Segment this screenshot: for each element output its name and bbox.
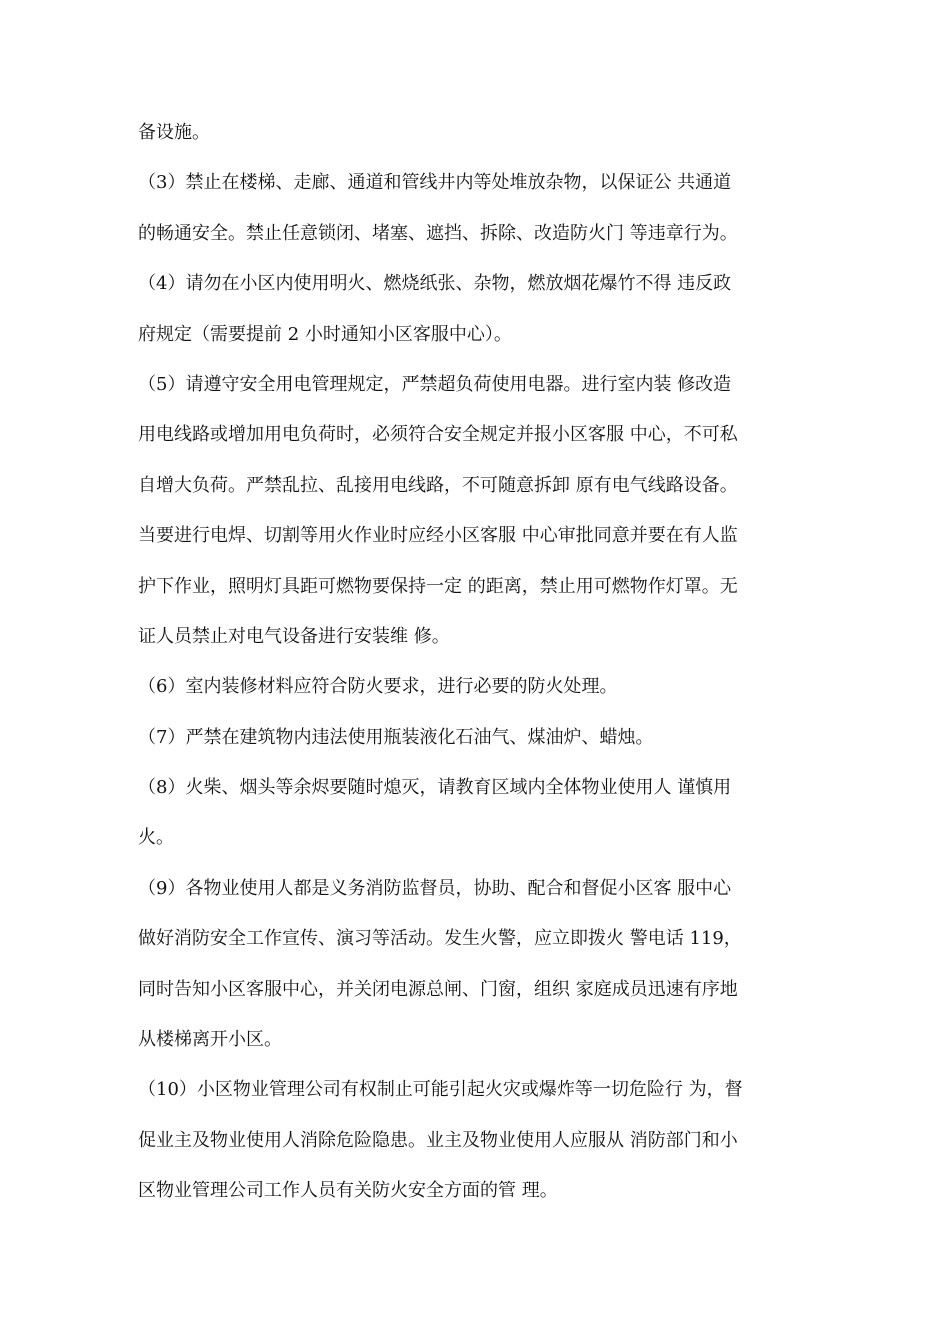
text-line: 促业主及物业使用人消除危险隐患。业主及物业使用人应服从 消防部门和小 <box>138 1129 738 1151</box>
text-line: 区物业管理公司工作人员有关防火安全方面的管 理。 <box>138 1180 558 1202</box>
text-line: 备设施。 <box>138 122 210 143</box>
text-line: 从楼梯离开小区。 <box>138 1029 282 1051</box>
text-line: 自增大负荷。严禁乱拉、乱接用电线路，不可随意拆卸 原有电气线路设备。 <box>138 474 738 496</box>
text-line: 府规定（需要提前 2 小时通知小区客服中心）。 <box>138 323 512 345</box>
text-line: 护下作业，照明灯具距可燃物要保持一定 的距离，禁止用可燃物作灯罩。无 <box>138 575 738 597</box>
document-body <box>138 120 828 1229</box>
text-line: （3）禁止在楼梯、走廊、通道和管线井内等处堆放杂物，以保证公 共通道 <box>138 172 732 194</box>
text-line: 同时告知小区客服中心，并关闭电源总闸、门窗，组织 家庭成员迅速有序地 <box>138 978 738 1000</box>
text-line: 做好消防安全工作宣传、演习等活动。发生火警，应立即拨火 警电话 119， <box>138 928 742 950</box>
text-line: 证人员禁止对电气设备进行安装维 修。 <box>138 625 450 647</box>
text-line: 的畅通安全。禁止任意锁闭、堵塞、遮挡、拆除、改造防火门 等违章行为。 <box>138 222 738 244</box>
text-line: 用电线路或增加用电负荷时，必须符合安全规定并报小区客服 中心，不可私 <box>138 424 738 446</box>
text-line: （5）请遵守安全用电管理规定，严禁超负荷使用电器。进行室内装 修改造 <box>138 373 732 395</box>
text-line: （10）小区物业管理公司有权制止可能引起火灾或爆炸等一切危险行 为，督 <box>138 1079 743 1101</box>
text-line: 当要进行电焊、切割等用火作业时应经小区客服 中心审批同意并要在有人监 <box>138 525 738 547</box>
text-line: 火。 <box>138 827 174 849</box>
text-line: （7）严禁在建筑物内违法使用瓶装液化石油气、煤油炉、蜡烛。 <box>138 726 654 748</box>
text-line: （6）室内装修材料应符合防火要求，进行必要的防火处理。 <box>138 676 618 698</box>
text-line: （4）请勿在小区内使用明火、燃烧纸张、杂物，燃放烟花爆竹不得 违反政 <box>138 273 732 295</box>
text-line: （9）各物业使用人都是义务消防监督员，协助、配合和督促小区客 服中心 <box>138 877 732 899</box>
text-line: （8）火柴、烟头等余烬要随时熄灭，请教育区域内全体物业使用人 谨慎用 <box>138 777 732 799</box>
